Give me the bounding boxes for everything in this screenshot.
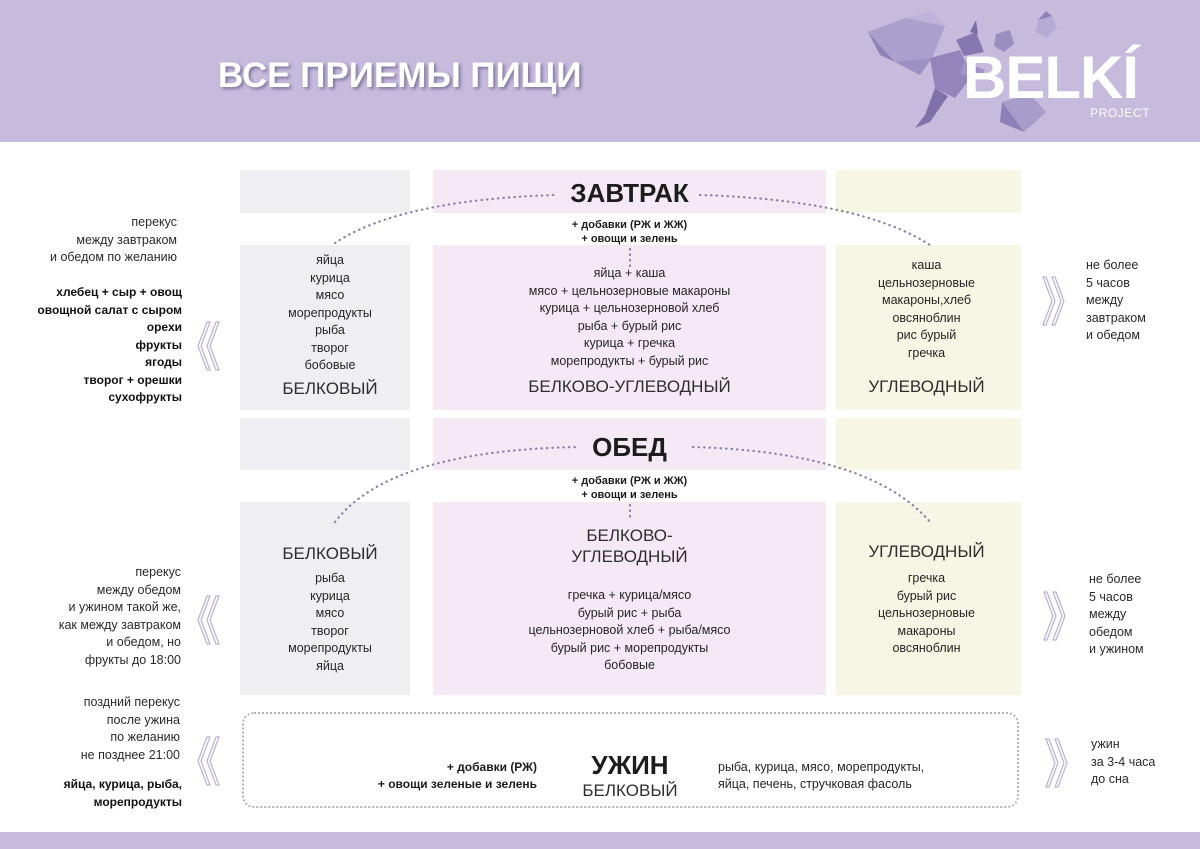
snack-option: морепродукты — [93, 794, 182, 809]
snack-option: сухофрукты — [108, 390, 182, 404]
double-chevron-left-icon — [196, 735, 220, 787]
list-item: рис бурый — [896, 328, 957, 342]
label-line: БЕЛКОВО- — [586, 526, 673, 545]
list-item: курица + гречка — [583, 336, 676, 350]
double-chevron-right-icon — [1042, 275, 1066, 327]
note-line: перекус — [131, 215, 177, 229]
note-line: фрукты до 18:00 — [84, 652, 181, 667]
breakfast-carb-header-box — [836, 170, 1021, 213]
list-item: бурый рис — [896, 588, 957, 603]
additions-line: + овощи зеленые и зелень — [377, 777, 537, 791]
lunch-carb-list — [834, 570, 1019, 658]
lunch-protein-list — [245, 570, 415, 675]
list-item: творог — [311, 623, 349, 638]
breakfast-carb-list — [834, 257, 1019, 362]
additions-line: + добавки (РЖ и ЖЖ) — [571, 475, 688, 487]
breakfast-snack-note — [20, 214, 177, 267]
note-line: по желанию — [110, 730, 180, 744]
interval-line: за 3-4 часа — [1091, 754, 1156, 769]
list-item: бобовые — [304, 358, 356, 372]
list-item: бурый рис + морепродукты — [550, 640, 709, 655]
note-line: между завтраком — [76, 232, 177, 247]
lunch-interval — [1089, 571, 1144, 659]
lunch-protein-label: БЕЛКОВЫЙ — [282, 544, 378, 563]
list-item: мясо — [315, 288, 345, 302]
note-line: и ужином такой же, — [68, 600, 181, 614]
snack-option: орехи — [146, 320, 182, 334]
breakfast-snack-options — [20, 284, 182, 407]
interval-line: между — [1089, 607, 1127, 621]
list-item: яйца — [316, 253, 344, 267]
list-item: каша — [911, 258, 942, 272]
list-item: цельнозерновой хлеб + рыба/мясо — [528, 623, 731, 637]
note-line: поздний перекус — [83, 695, 180, 709]
additions-line: + добавки (РЖ и ЖЖ) — [571, 219, 688, 231]
breakfast-mixed-label: БЕЛКОВО-УГЛЕВОДНЫЙ — [528, 377, 731, 396]
breakfast-mixed-list — [433, 265, 826, 370]
lunch-mixed-list — [433, 587, 826, 675]
list-item: рыба + бурый рис — [577, 318, 682, 333]
note-line: и обедом по желанию — [49, 250, 177, 264]
logo-subtitle: PROJECT — [1090, 106, 1151, 120]
breakfast-protein-label: БЕЛКОВЫЙ — [282, 379, 378, 398]
dinner-interval — [1091, 736, 1155, 789]
interval-line: не более — [1089, 572, 1142, 586]
lunch-carb-header-box — [836, 418, 1021, 470]
list-item: яйца, печень, стручковая фасоль — [718, 777, 912, 791]
additions-line: + добавки (РЖ) — [446, 760, 537, 774]
list-item: рыба — [315, 571, 345, 585]
double-chevron-right-icon — [1043, 590, 1067, 642]
footer-band — [0, 832, 1200, 849]
list-item: овсяноблин — [892, 310, 961, 325]
interval-line: ужин — [1091, 737, 1120, 751]
interval-line: не более — [1086, 258, 1139, 272]
lunch-snack-note — [20, 564, 181, 669]
list-item: курица — [310, 588, 350, 603]
list-item: овсяноблин — [892, 641, 961, 655]
list-item: гречка — [907, 571, 946, 585]
breakfast-carb-label: УГЛЕВОДНЫЙ — [868, 377, 985, 396]
breakfast-protein-header-box — [240, 170, 410, 213]
list-item: яйца — [316, 658, 344, 673]
list-item: бурый рис + рыба — [577, 605, 682, 620]
lunch-additions — [433, 474, 826, 502]
dinner-additions — [330, 759, 537, 793]
snack-option: ягоды — [145, 355, 182, 369]
snack-option: фрукты — [135, 337, 182, 352]
breakfast-title: ЗАВТРАК — [570, 178, 689, 208]
list-item: макароны — [897, 623, 956, 638]
dinner-items — [718, 759, 924, 793]
double-chevron-left-icon — [196, 320, 220, 372]
list-item: рыба — [315, 323, 345, 337]
list-item: гречка — [907, 345, 946, 360]
snack-option: хлебец + сыр + овощ — [56, 285, 182, 299]
list-item: макароны,хлеб — [881, 293, 972, 307]
list-item: гречка + курица/мясо — [567, 588, 692, 602]
dinner-snack-note — [20, 694, 180, 764]
interval-line: и обедом — [1086, 328, 1140, 342]
breakfast-interval — [1086, 257, 1146, 345]
snack-option: овощной салат с сыром — [37, 302, 182, 317]
list-item: цельнозерновые — [877, 606, 975, 620]
list-item: морепродукты — [288, 305, 372, 320]
interval-line: завтраком — [1086, 310, 1146, 325]
snack-option: творог + орешки — [83, 372, 182, 387]
lunch-mixed-label — [433, 525, 826, 567]
interval-line: до сна — [1091, 772, 1129, 786]
list-item: рыба, курица, мясо, морепродукты, — [718, 760, 925, 774]
interval-line: между — [1086, 293, 1124, 307]
interval-line: 5 часов — [1089, 589, 1133, 604]
list-item: цельнозерновые — [877, 275, 975, 290]
list-item: творог — [311, 340, 349, 355]
double-chevron-left-icon — [196, 594, 220, 646]
interval-line: 5 часов — [1086, 275, 1130, 290]
list-item: мясо — [315, 606, 345, 620]
list-item: мясо + цельнозерновые макароны — [528, 283, 731, 298]
lunch-protein-header-box — [240, 418, 410, 470]
breakfast-additions — [433, 218, 826, 246]
double-chevron-right-icon — [1045, 737, 1069, 789]
note-line: перекус — [135, 565, 181, 579]
list-item: морепродукты — [288, 641, 372, 655]
dinner-title: УЖИН — [591, 750, 669, 780]
note-line: не позднее 21:00 — [80, 747, 180, 762]
label-line: УГЛЕВОДНЫЙ — [571, 547, 688, 566]
note-line: между обедом — [96, 582, 181, 597]
lunch-title: ОБЕД — [592, 432, 667, 462]
note-line: после ужина — [106, 712, 180, 727]
additions-line: + овощи и зелень — [581, 489, 678, 501]
note-line: как между завтраком — [58, 617, 181, 632]
note-line: и обедом, но — [106, 635, 181, 649]
lunch-carb-label: УГЛЕВОДНЫЙ — [868, 542, 985, 561]
breakfast-protein-list — [245, 252, 415, 375]
list-item: курица — [310, 270, 350, 285]
dinner-label: БЕЛКОВЫЙ — [582, 781, 678, 800]
additions-line: + овощи и зелень — [581, 233, 678, 245]
page-title: ВСЕ ПРИЕМЫ ПИЩИ — [218, 56, 582, 95]
list-item: курица + цельнозерновой хлеб — [539, 301, 720, 315]
interval-line: и ужином — [1089, 642, 1144, 656]
list-item: бобовые — [604, 658, 655, 672]
interval-line: обедом — [1089, 624, 1133, 639]
logo-text: BELKÍ — [963, 44, 1138, 111]
dinner-snack-options — [20, 776, 182, 811]
snack-option: яйца, курица, рыба, — [63, 777, 182, 791]
list-item: яйца + каша — [593, 266, 666, 280]
list-item: морепродукты + бурый рис — [550, 353, 709, 368]
